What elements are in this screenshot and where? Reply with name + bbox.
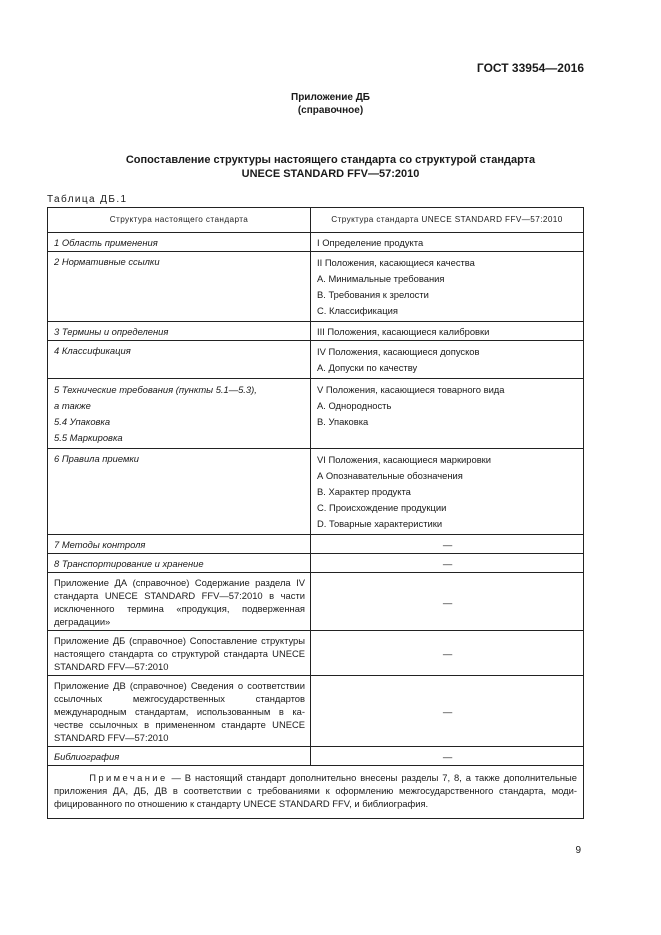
document-title-line-2: UNECE STANDARD FFV—57:2010 xyxy=(241,168,420,180)
left-cell: Приложение ДА (справочное) Содержание раздела IV стандарта UNECE STANDARD FFV—57:2010 в части исключенного термина «продукция, подверженная деградации» xyxy=(48,573,311,631)
table-row xyxy=(48,322,584,341)
column-header-this-standard: Структура настоящего стандарта xyxy=(48,208,311,233)
table-row xyxy=(48,341,584,379)
table-row xyxy=(48,379,584,449)
left-cell: 1 Область применения xyxy=(48,233,311,252)
standard-code: ГОСТ 33954—2016 xyxy=(476,61,584,75)
left-cell: 2 Нормативные ссылки xyxy=(48,252,311,322)
table-row xyxy=(48,747,584,766)
right-cell: VI Положения, касающиеся маркировки А Опознавательные обозначения В. Характер продукта С. Происхождение продукции D. Товарные характеристики xyxy=(311,449,584,535)
right-cell: — xyxy=(311,631,584,676)
page-number: 9 xyxy=(575,845,581,856)
table-row xyxy=(48,573,584,631)
table-row xyxy=(48,252,584,322)
table-note-row xyxy=(48,766,584,819)
left-cell: 7 Методы контроля xyxy=(48,535,311,554)
right-cell: II Положения, касающиеся качества А. Минимальные требования В. Требования к зрелости С. Классификация xyxy=(311,252,584,322)
left-cell: Библиография xyxy=(48,747,311,766)
table-row xyxy=(48,449,584,535)
right-cell: — xyxy=(311,573,584,631)
document-title xyxy=(0,153,661,181)
table-row xyxy=(48,631,584,676)
table-row xyxy=(48,233,584,252)
right-cell: — xyxy=(311,554,584,573)
table-header-row xyxy=(48,208,584,233)
appendix-subtitle: (справочное) xyxy=(297,105,364,116)
left-cell: 6 Правила приемки xyxy=(48,449,311,535)
table-caption: Таблица ДБ.1 xyxy=(47,194,128,205)
right-cell: — xyxy=(311,535,584,554)
appendix-title: Приложение ДБ xyxy=(291,92,370,103)
right-cell: — xyxy=(311,676,584,747)
left-cell: 5 Технические требования (пункты 5.1—5.3), а также 5.4 Упаковка 5.5 Маркировка xyxy=(48,379,311,449)
note-label: Примечание xyxy=(89,772,168,783)
left-cell: Приложение ДБ (справочное) Сопоставление структуры настоящего стандарта со структурой стандарта UNECE STANDARD FFV—57:2010 xyxy=(48,631,311,676)
column-header-unece-standard: Структура стандарта UNECE STANDARD FFV—57:2010 xyxy=(311,208,584,233)
appendix-heading xyxy=(0,91,661,117)
right-cell: V Положения, касающиеся товарного вида А. Однородность В. Упаковка xyxy=(311,379,584,449)
right-cell: IV Положения, касающиеся допусков А. Допуски по качеству xyxy=(311,341,584,379)
note-text: — В настоящий стандарт дополнительно внесены разделы 7, 8, а также дополнительные приложения ДА, ДБ, ДВ в соответствии с требованиями к оформлению межгосударственного стандарта, модифицированного по отношению к стандарту UNECE STANDARD FFV, и библиография. xyxy=(54,772,577,809)
table-row xyxy=(48,535,584,554)
left-cell: Приложение ДВ (справочное) Сведения о соответствии ссылочных межгосударственных стандартов международным стандартам, использованным в качестве ссылочных в примененном стандарте UNECE STANDARD FFV—57:2010 xyxy=(48,676,311,747)
left-cell: 3 Термины и определения xyxy=(48,322,311,341)
table-note xyxy=(48,766,584,819)
document-title-line-1: Сопоставление структуры настоящего стандарта со структурой стандарта xyxy=(125,154,536,166)
comparison-table xyxy=(47,207,584,819)
table-row xyxy=(48,676,584,747)
table-row xyxy=(48,554,584,573)
right-cell: I Определение продукта xyxy=(311,233,584,252)
left-cell: 8 Транспортирование и хранение xyxy=(48,554,311,573)
right-cell: — xyxy=(311,747,584,766)
left-cell: 4 Классификация xyxy=(48,341,311,379)
right-cell: III Положения, касающиеся калибровки xyxy=(311,322,584,341)
